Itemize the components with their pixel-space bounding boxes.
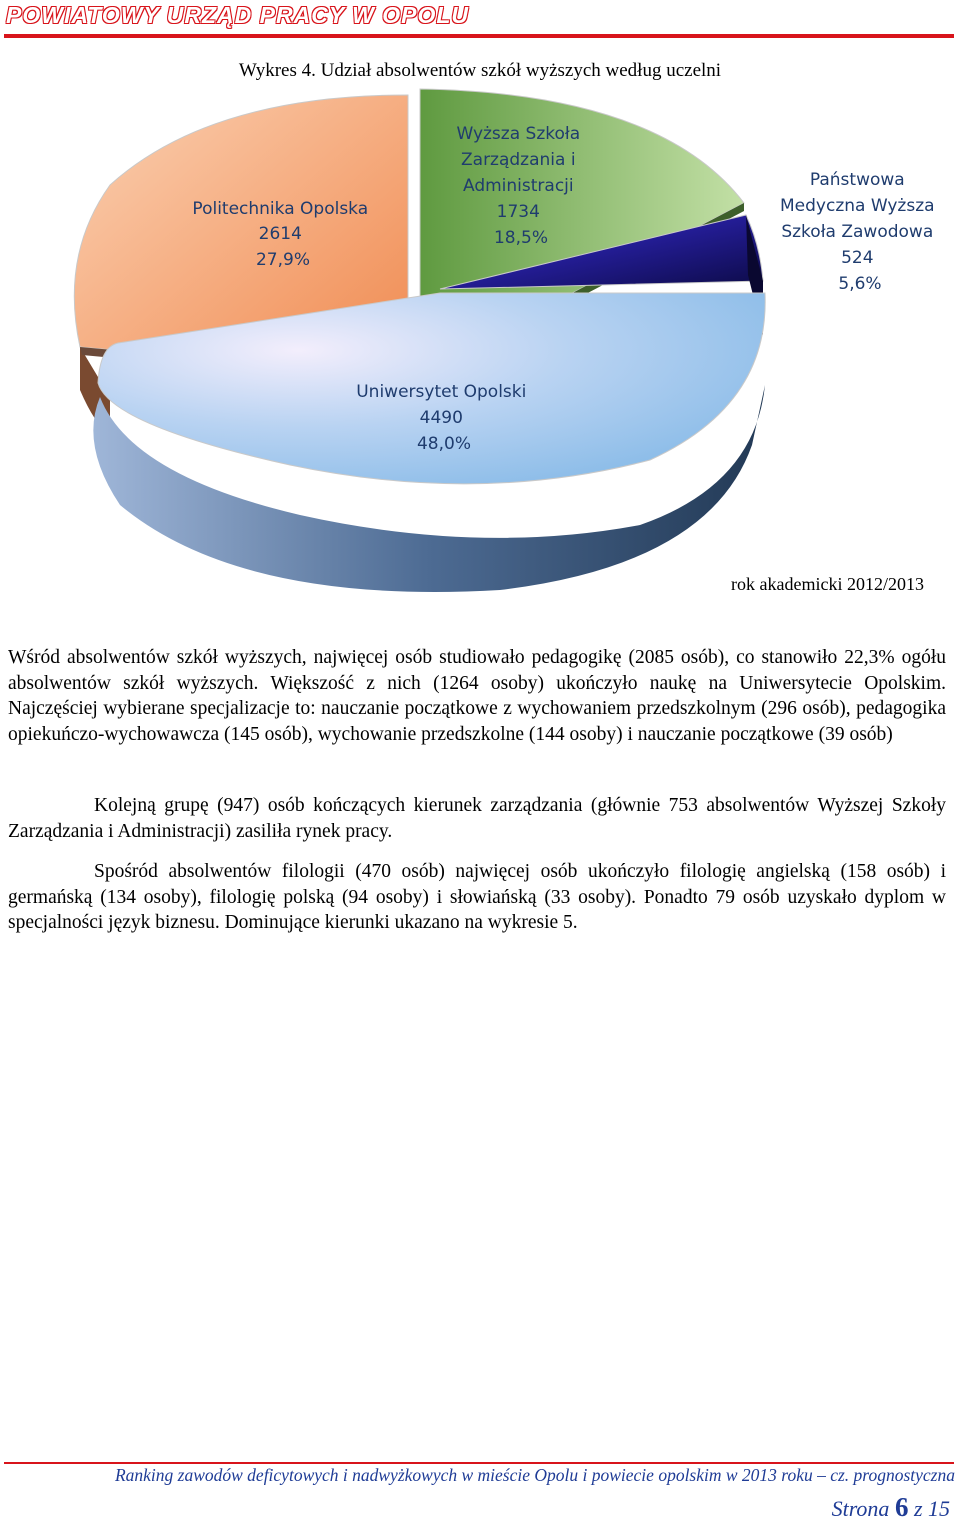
document-header (0, 0, 960, 44)
paragraph: Wśród absolwentów szkół wyższych, najwięcej osób studiowało pedagogikę (2085 osób), co stanowiło 22,3% ogółu absolwentów szkół wyższych. Większość z nich (1264 osoby) ukończyło naukę na Uniwersytecie Opolskim. Najczęściej wybierane specjalizacje to: nauczanie początkowe z wychowaniem przedszkolnym (296 osób), pedagogika opiekuńczo-wychowawcza (145 osób), wychowanie przedszkolne (144 osoby) i nauczanie początkowe (39 osób) (8, 647, 946, 745)
label-pmwsz-line: 524 (841, 248, 874, 268)
label-wszia-line: Zarządzania i (461, 150, 576, 170)
label-pmwsz-line: Medyczna Wyższa (780, 196, 935, 216)
label-politechnika-line: 2614 (258, 224, 302, 244)
label-politechnika-line: Politechnika Opolska (192, 199, 369, 219)
paragraph: Spośród absolwentów filologii (470 osób) najwięcej osób ukończyło filologię angielską (158 osób) i germańską (134 osoby), filologię polską (94 osoby) i słowiańską (33 osoby). Ponadto 79 osób uzyskało dyplom w specjalności język biznesu. Dominujące kierunki ukazano na wykresie 5. (8, 861, 946, 933)
label-wszia-line: 1734 (496, 202, 540, 222)
pie-chart (0, 85, 960, 605)
page-prefix: Strona (831, 1496, 890, 1521)
label-wszia-line: Wyższa Szkoła (456, 124, 581, 144)
label-uniwersytet-line: 48,0% (416, 434, 472, 454)
page-of: z (913, 1496, 923, 1521)
page-current: 6 (894, 1492, 909, 1522)
chart-note: rok akademicki 2012/2013 (731, 574, 924, 594)
paragraph: Kolejną grupę (947) osób kończących kierunek zarządzania (głównie 753 absolwentów Wyższej Szkoły Zarządzania i Administracji) zasiliła rynek pracy. (8, 795, 946, 842)
footer-divider (4, 1462, 954, 1464)
label-pmwsz-line: Szkoła Zawodowa (781, 222, 934, 242)
label-uniwersytet-line: Uniwersytet Opolski (356, 382, 527, 402)
footer-text: Ranking zawodów deficytowych i nadwyżkowych w mieście Opolu i powiecie opolskim w 2013 roku – cz. prognostyczna (114, 1465, 955, 1485)
label-pmwsz (780, 170, 940, 294)
label-politechnika-line: 27,9% (255, 250, 311, 270)
label-pmwsz-line: 5,6% (838, 274, 882, 294)
label-wszia-line: 18,5% (493, 228, 549, 248)
chart-title: Wykres 4. Udział absolwentów szkół wyższych według uczelni (238, 60, 722, 81)
header-title: POWIATOWY URZĄD PRACY W OPOLU (6, 2, 470, 28)
label-pmwsz-line: Państwowa (809, 170, 905, 190)
header-divider (4, 34, 954, 38)
label-uniwersytet-line: 4490 (419, 408, 463, 428)
page-total: 15 (928, 1496, 950, 1521)
label-wszia-line: Administracji (462, 176, 574, 196)
page-number (0, 1492, 950, 1523)
